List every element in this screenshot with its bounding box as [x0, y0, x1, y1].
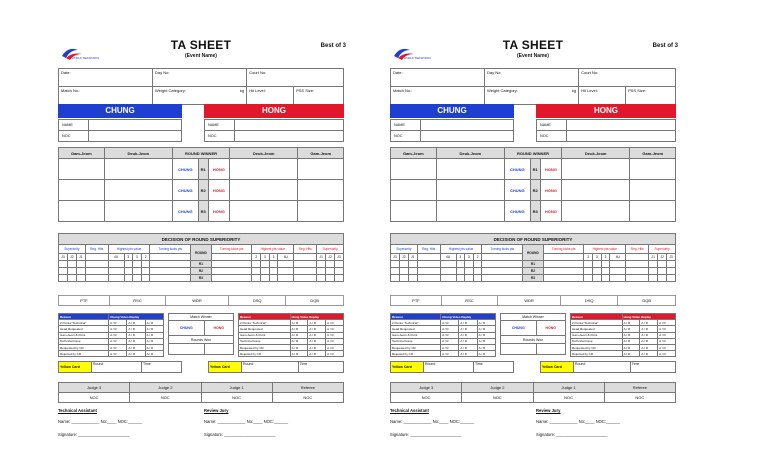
decision-title: DECISION OF ROUND SUPERIORITY [59, 234, 344, 245]
reason-label: Gam-Jeom & Point [571, 332, 623, 338]
yellow-card-label: Yellow Card [391, 362, 424, 373]
match-winner-header: Match Winner [169, 314, 234, 321]
dsq-option[interactable]: DSQ [560, 296, 618, 306]
round-row [59, 201, 344, 222]
hong-name-label: NAME [205, 120, 235, 131]
ta-name-line[interactable]: Name: ____________ No:____ NOC:______ [58, 419, 143, 424]
chung-winner-option[interactable]: CHUNG [504, 201, 530, 222]
logo-text: WORLD TAEKWONDO [72, 57, 100, 60]
reason-label: Head Requested [391, 326, 441, 332]
col-j1: J1 [408, 254, 417, 261]
col-2: 2 [141, 254, 150, 261]
judge1-noc-field[interactable]: NOC [201, 393, 272, 403]
chung-rounds-won-field[interactable] [169, 344, 205, 355]
judge3-noc-field[interactable]: NOC [59, 393, 130, 403]
reason-label: 2 Points "Technical" [59, 320, 109, 326]
event-name: (Event Name) [185, 53, 217, 59]
event-name: (Event Name) [517, 53, 549, 59]
technical-assistant-title: Technical Assistant [58, 408, 97, 413]
weight-category-field[interactable] [485, 87, 579, 105]
pss-size-field[interactable]: PSS Size: [626, 87, 676, 105]
col-3: 3 [456, 254, 465, 261]
date-field[interactable]: Date: [391, 69, 485, 87]
hong-reg-hits-header: Reg. Hits [626, 245, 649, 254]
superiority-row [59, 261, 344, 268]
sheet-title: TA SHEET [502, 38, 564, 52]
judge1-label: Judge 1 [201, 383, 272, 393]
col-4u: 4U [278, 254, 294, 261]
review-jury-title: Review Jury [536, 408, 561, 413]
col-3: 3 [269, 254, 278, 261]
col-2: 2 [252, 254, 261, 261]
judge2-label: Judge 2 [130, 383, 201, 393]
result-type-table [390, 295, 676, 306]
chung-noc-label: NOC [391, 131, 421, 142]
hit-level-field[interactable]: Hit Level: [247, 87, 294, 105]
chung-match-winner-option[interactable]: CHUNG [169, 321, 205, 336]
match-no-field[interactable]: Match No.: [391, 87, 485, 105]
hong-superiority-header: Superiority [649, 245, 676, 254]
col-j1: J1 [317, 254, 326, 261]
hit-level-field[interactable]: Hit Level: [579, 87, 626, 105]
chung-name-field[interactable] [421, 120, 514, 131]
weight-category-label: Weight Category: [487, 88, 518, 93]
technical-assistant-title: Technical Assistant [390, 408, 429, 413]
col-blank [211, 254, 252, 261]
match-winner-header: Match Winner [501, 314, 566, 321]
round-winner-table [58, 147, 344, 222]
round-label: R3 [530, 201, 540, 222]
hong-yellow-card-table [208, 361, 344, 373]
round-field[interactable]: Round [92, 362, 142, 373]
round-winner-header: ROUND WINNER [172, 148, 229, 159]
yellow-card-label: Yellow Card [209, 362, 242, 373]
chung-turning-kicks-header: Turning kicks pts [482, 245, 523, 254]
reason-label: Gam-Jeom & Point [239, 332, 291, 338]
chung-noc-field[interactable] [89, 131, 182, 142]
hong-name-box [536, 119, 676, 142]
hong-deuk-jeom-cell[interactable] [562, 180, 630, 201]
chung-reg-hits-header: Reg. Hits [417, 245, 440, 254]
match-winner-table [500, 313, 566, 355]
hong-gam-jeom-header: Gam-Jeom [630, 148, 676, 159]
match-info-table [390, 68, 676, 105]
chung-deuk-jeom-cell[interactable] [436, 159, 504, 180]
rounds-won-label: Rounds Won [501, 336, 566, 344]
logo-text: WORLD TAEKWONDO [404, 57, 432, 60]
col-j1: J1 [649, 254, 658, 261]
round-row [391, 201, 676, 222]
reason-label: Head Requested [571, 326, 623, 332]
rj-signature-line[interactable]: Signature: ______________________ [204, 432, 276, 437]
round-label: R2 [530, 180, 540, 201]
col-blank [482, 254, 523, 261]
judge2-noc-field[interactable]: NOC [462, 393, 533, 403]
reason-label: 2 Points "Technical" [239, 320, 291, 326]
ta-signature-line[interactable]: Signature: ______________________ [390, 432, 462, 437]
ptf-option[interactable]: PTF [391, 296, 442, 306]
chung-name-box [390, 119, 514, 142]
wdr-option[interactable]: WDR [166, 296, 229, 306]
hong-turning-kicks-header: Turning kicks pts [543, 245, 584, 254]
yellow-card-label: Yellow Card [59, 362, 92, 373]
hong-reg-hits-header: Reg. Hits [294, 245, 317, 254]
hong-superiority-header: Superiority [317, 245, 344, 254]
chung-name-box [58, 119, 182, 142]
round-label: R1 [530, 159, 540, 180]
round-col-header: ROUND [191, 245, 212, 261]
best-of: Best of 3 [652, 43, 678, 49]
kg-unit: kg [571, 88, 577, 93]
chung-name-label: NAME [59, 120, 89, 131]
hong-gam-jeom-cell[interactable] [298, 180, 344, 201]
chung-deuk-jeom-cell[interactable] [104, 180, 172, 201]
ta-sheet-right [384, 30, 682, 440]
chung-deuk-jeom-header: Deuk-Jeom [104, 148, 172, 159]
dqb-option[interactable]: DQB [286, 296, 344, 306]
hong-deuk-jeom-cell[interactable] [562, 201, 630, 222]
reason-label: Head Requested [59, 326, 109, 332]
day-no-field[interactable]: Day No: [153, 69, 247, 87]
reason-label: Head Requested [239, 326, 291, 332]
chung-reg-hits-header: Reg. Hits [85, 245, 108, 254]
round-field[interactable]: Round [424, 362, 474, 373]
superiority-row [391, 261, 676, 268]
chung-name-label: NAME [391, 120, 421, 131]
chung-winner-option[interactable]: CHUNG [504, 159, 530, 180]
result-type-table [58, 295, 344, 306]
round-row [59, 159, 344, 180]
chung-noc-label: NOC [59, 131, 89, 142]
chung-video-replay-header: Chung Video Replay [109, 314, 164, 320]
superiority-row [59, 268, 344, 275]
rj-signature-line[interactable]: Signature: ______________________ [536, 432, 608, 437]
round-field[interactable]: Round [242, 362, 299, 373]
col-4u: 4U [108, 254, 124, 261]
col-4u: 4U [610, 254, 626, 261]
match-info-table [58, 68, 344, 105]
superiority-row [391, 268, 676, 275]
rj-name-line[interactable]: Name: ____________ No:____ NOC:______ [536, 419, 621, 424]
yellow-card-label: Yellow Card [541, 362, 574, 373]
rj-name-line[interactable]: Name: ____________ No:____ NOC:______ [204, 419, 289, 424]
time-field[interactable]: Time [474, 362, 514, 373]
hong-video-replay-table: Reason Hong Video Replay 2 Points "Technical" A / R A / R A / R Head Requested A / R A / R A / R Gam-Jeom & Point A / R A / R A / R Technical Issue A / R A / R A / R Requested by CR A / R A / R A / R Rejected by CR A / R A / R A / R [570, 313, 676, 357]
hong-name-label: NAME [537, 120, 567, 131]
col-3: 3 [593, 254, 602, 261]
chung-superiority-header: Superiority [391, 245, 418, 254]
chung-gam-jeom-cell[interactable] [391, 201, 437, 222]
hong-header: HONG [204, 104, 344, 118]
reason-header: Reason [239, 314, 291, 320]
col-blank [543, 254, 584, 261]
col-j3: J3 [391, 254, 400, 261]
hong-yellow-card-table [540, 361, 676, 373]
judge3-label: Judge 3 [59, 383, 130, 393]
hong-winner-option[interactable]: HONG [540, 159, 561, 180]
hong-noc-field[interactable] [567, 131, 676, 142]
reason-label: Rejected by CR [391, 351, 441, 357]
col-blank [294, 254, 317, 261]
round-winner-header: ROUND WINNER [504, 148, 561, 159]
reason-label: Technical Issue [391, 338, 441, 344]
chung-deuk-jeom-header: Deuk-Jeom [436, 148, 504, 159]
col-2: 2 [473, 254, 482, 261]
reason-label: 2 Points "Technical" [391, 320, 441, 326]
col-j3: J3 [334, 254, 343, 261]
hong-name-field[interactable] [235, 120, 344, 131]
col-3: 3 [261, 254, 270, 261]
col-j2: J2 [658, 254, 667, 261]
rsc-option[interactable]: RSC [441, 296, 497, 306]
round-label: R1 [523, 261, 544, 268]
hong-gam-jeom-cell[interactable] [630, 180, 676, 201]
chung-video-replay-table: Reason Chung Video Replay 2 Points "Technical" A / R A / R A / R Head Requested A / R A / R A / R Gam-Jeom & Point A / R A / R A / R Technical Issue A / R A / R A / R Requested by CR A / R A / R A / R Rejected by CR A / R A / R A / R [58, 313, 164, 357]
round-field[interactable]: Round [574, 362, 631, 373]
col-j2: J2 [399, 254, 408, 261]
chung-deuk-jeom-cell[interactable] [104, 159, 172, 180]
chung-winner-option[interactable]: CHUNG [172, 180, 198, 201]
reason-label: Rejected by CR [239, 351, 291, 357]
time-field[interactable]: Time [630, 362, 675, 373]
chung-gam-jeom-cell[interactable] [59, 159, 105, 180]
referee-noc-field[interactable]: NOC [604, 393, 675, 403]
col-j2: J2 [326, 254, 335, 261]
sheet-title: TA SHEET [170, 38, 232, 52]
day-no-field[interactable]: Day No: [485, 69, 579, 87]
ta-name-line[interactable]: Name: ____________ No:____ NOC:______ [390, 419, 475, 424]
hong-winner-option[interactable]: HONG [208, 180, 229, 201]
hong-match-winner-option[interactable]: HONG [536, 321, 566, 336]
chung-header: CHUNG [390, 104, 514, 118]
weight-category-field[interactable] [153, 87, 247, 105]
chung-match-winner-option[interactable]: CHUNG [501, 321, 537, 336]
hong-gam-jeom-cell[interactable] [298, 159, 344, 180]
hong-video-replay-table: Reason Hong Video Replay 2 Points "Technical" A / R A / R A / R Head Requested A / R A / R A / R Gam-Jeom & Point A / R A / R A / R Technical Issue A / R A / R A / R Requested by CR A / R A / R A / R Rejected by CR A / R A / R A / R [238, 313, 344, 357]
hong-video-replay-header: Hong Video Replay [622, 314, 675, 320]
judge1-noc-field[interactable]: NOC [533, 393, 604, 403]
referee-noc-field[interactable]: NOC [272, 393, 343, 403]
chung-yellow-card-table [58, 361, 182, 373]
hong-winner-option[interactable]: HONG [540, 180, 561, 201]
col-j3: J3 [59, 254, 68, 261]
superiority-row [59, 275, 344, 282]
hong-highest-pts-header: Highest pts value [584, 245, 626, 254]
time-field[interactable]: Time [142, 362, 182, 373]
chung-winner-option[interactable]: CHUNG [172, 159, 198, 180]
best-of: Best of 3 [320, 43, 346, 49]
hong-header: HONG [536, 104, 676, 118]
hong-rounds-won-field[interactable] [204, 344, 234, 355]
ta-sheet-left [52, 30, 350, 440]
hong-deuk-jeom-header: Deuk-Jeom [230, 148, 298, 159]
chung-deuk-jeom-cell[interactable] [104, 201, 172, 222]
col-blank [85, 254, 108, 261]
hong-turning-kicks-header: Turning kicks pts [211, 245, 252, 254]
col-4u: 4U [440, 254, 456, 261]
chung-highest-pts-header: Highest pts value [440, 245, 482, 254]
reason-header: Reason [391, 314, 441, 320]
time-field[interactable]: Time [298, 362, 343, 373]
chung-superiority-header: Superiority [59, 245, 86, 254]
review-jury-block [204, 408, 288, 437]
ptf-option[interactable]: PTF [59, 296, 110, 306]
review-jury-block [536, 408, 620, 437]
chung-yellow-card-table [390, 361, 514, 373]
round-superiority-table [390, 233, 676, 282]
col-3: 3 [465, 254, 474, 261]
chung-rounds-won-field[interactable] [501, 344, 537, 355]
reason-header: Reason [59, 314, 109, 320]
judge2-noc-field[interactable]: NOC [130, 393, 201, 403]
reason-label: Technical Issue [59, 338, 109, 344]
judges-table [58, 382, 344, 403]
round-superiority-table [58, 233, 344, 282]
round-row [391, 159, 676, 180]
judge3-noc-field[interactable]: NOC [391, 393, 462, 403]
hong-deuk-jeom-cell[interactable] [562, 159, 630, 180]
court-no-field[interactable]: Court No: [579, 69, 676, 87]
chung-deuk-jeom-cell[interactable] [436, 180, 504, 201]
col-j1: J1 [76, 254, 85, 261]
round-row [59, 180, 344, 201]
reason-label: 2 Points "Technical" [571, 320, 623, 326]
chung-noc-field[interactable] [421, 131, 514, 142]
hong-winner-option[interactable]: HONG [208, 201, 229, 222]
dqb-option[interactable]: DQB [618, 296, 676, 306]
col-blank [417, 254, 440, 261]
rsc-option[interactable]: RSC [109, 296, 165, 306]
hong-match-winner-option[interactable]: HONG [204, 321, 234, 336]
chung-highest-pts-header: Highest pts value [108, 245, 150, 254]
chung-winner-option[interactable]: CHUNG [504, 180, 530, 201]
date-field[interactable]: Date: [59, 69, 153, 87]
chung-gam-jeom-header: Gam-Jeom [59, 148, 105, 159]
reason-label: Gam-Jeom & Point [59, 332, 109, 338]
court-no-field[interactable]: Court No: [247, 69, 344, 87]
reason-header: Reason [571, 314, 623, 320]
round-label: R3 [523, 275, 544, 282]
chung-winner-option[interactable]: CHUNG [172, 201, 198, 222]
round-col-header: ROUND [523, 245, 544, 261]
reason-label: Gam-Jeom & Point [391, 332, 441, 338]
col-3: 3 [133, 254, 142, 261]
col-3: 3 [601, 254, 610, 261]
hong-deuk-jeom-cell[interactable] [230, 180, 298, 201]
round-winner-table [390, 147, 676, 222]
reason-label: Technical Issue [571, 338, 623, 344]
technical-assistant-block [390, 408, 474, 437]
round-label: R2 [523, 268, 544, 275]
round-label: R3 [191, 275, 212, 282]
reason-label: Requested by CR [239, 344, 291, 350]
col-3: 3 [124, 254, 133, 261]
judge2-label: Judge 2 [462, 383, 533, 393]
hong-gam-jeom-cell[interactable] [298, 201, 344, 222]
judges-table [390, 382, 676, 403]
hong-noc-label: NOC [537, 131, 567, 142]
chung-name-field[interactable] [89, 120, 182, 131]
reason-label: Technical Issue [239, 338, 291, 344]
superiority-row [391, 275, 676, 282]
hong-deuk-jeom-cell[interactable] [230, 201, 298, 222]
kg-unit: kg [239, 88, 245, 93]
hong-video-replay-header: Hong Video Replay [290, 314, 343, 320]
referee-label: Referee [604, 383, 675, 393]
judge1-label: Judge 1 [533, 383, 604, 393]
hong-winner-option[interactable]: HONG [540, 201, 561, 222]
ta-signature-line[interactable]: Signature: ______________________ [58, 432, 130, 437]
col-j2: J2 [67, 254, 76, 261]
chung-gam-jeom-cell[interactable] [59, 201, 105, 222]
review-jury-title: Review Jury [204, 408, 229, 413]
match-winner-table [168, 313, 234, 355]
rounds-won-label: Rounds Won [169, 336, 234, 344]
col-blank [150, 254, 191, 261]
chung-header: CHUNG [58, 104, 182, 118]
round-label: R3 [198, 201, 208, 222]
technical-assistant-block [58, 408, 142, 437]
weight-category-label: Weight Category: [155, 88, 186, 93]
dsq-option[interactable]: DSQ [228, 296, 286, 306]
reason-label: Requested by CR [391, 344, 441, 350]
hong-name-field[interactable] [567, 120, 676, 131]
hong-highest-pts-header: Highest pts value [252, 245, 294, 254]
col-2: 2 [584, 254, 593, 261]
chung-deuk-jeom-cell[interactable] [436, 201, 504, 222]
chung-video-replay-header: Chung Video Replay [441, 314, 496, 320]
wdr-option[interactable]: WDR [498, 296, 561, 306]
hong-deuk-jeom-header: Deuk-Jeom [562, 148, 630, 159]
round-row [391, 180, 676, 201]
round-label: R2 [191, 268, 212, 275]
hong-noc-field[interactable] [235, 131, 344, 142]
chung-gam-jeom-cell[interactable] [59, 180, 105, 201]
chung-gam-jeom-cell[interactable] [391, 159, 437, 180]
decision-title: DECISION OF ROUND SUPERIORITY [391, 234, 676, 245]
hong-gam-jeom-header: Gam-Jeom [298, 148, 344, 159]
hong-noc-label: NOC [205, 131, 235, 142]
chung-video-replay-table: Reason Chung Video Replay 2 Points "Technical" A / R A / R A / R Head Requested A / R A / R A / R Gam-Jeom & Point A / R A / R A / R Technical Issue A / R A / R A / R Requested by CR A / R A / R A / R Rejected by CR A / R A / R A / R [390, 313, 496, 357]
hong-winner-option[interactable]: HONG [208, 159, 229, 180]
pss-size-field[interactable]: PSS Size: [294, 87, 344, 105]
reason-label: Requested by CR [571, 344, 623, 350]
referee-label: Referee [272, 383, 343, 393]
round-label: R1 [198, 159, 208, 180]
chung-gam-jeom-header: Gam-Jeom [391, 148, 437, 159]
reason-label: Requested by CR [59, 344, 109, 350]
round-label: R2 [198, 180, 208, 201]
round-label: R1 [191, 261, 212, 268]
judge3-label: Judge 3 [391, 383, 462, 393]
chung-turning-kicks-header: Turning kicks pts [150, 245, 191, 254]
hong-rounds-won-field[interactable] [536, 344, 566, 355]
reason-label: Rejected by CR [571, 351, 623, 357]
hong-gam-jeom-cell[interactable] [630, 159, 676, 180]
col-blank [626, 254, 649, 261]
match-no-field[interactable]: Match No.: [59, 87, 153, 105]
hong-name-box [204, 119, 344, 142]
hong-gam-jeom-cell[interactable] [630, 201, 676, 222]
hong-deuk-jeom-cell[interactable] [230, 159, 298, 180]
reason-label: Rejected by CR [59, 351, 109, 357]
col-j3: J3 [666, 254, 675, 261]
chung-gam-jeom-cell[interactable] [391, 180, 437, 201]
